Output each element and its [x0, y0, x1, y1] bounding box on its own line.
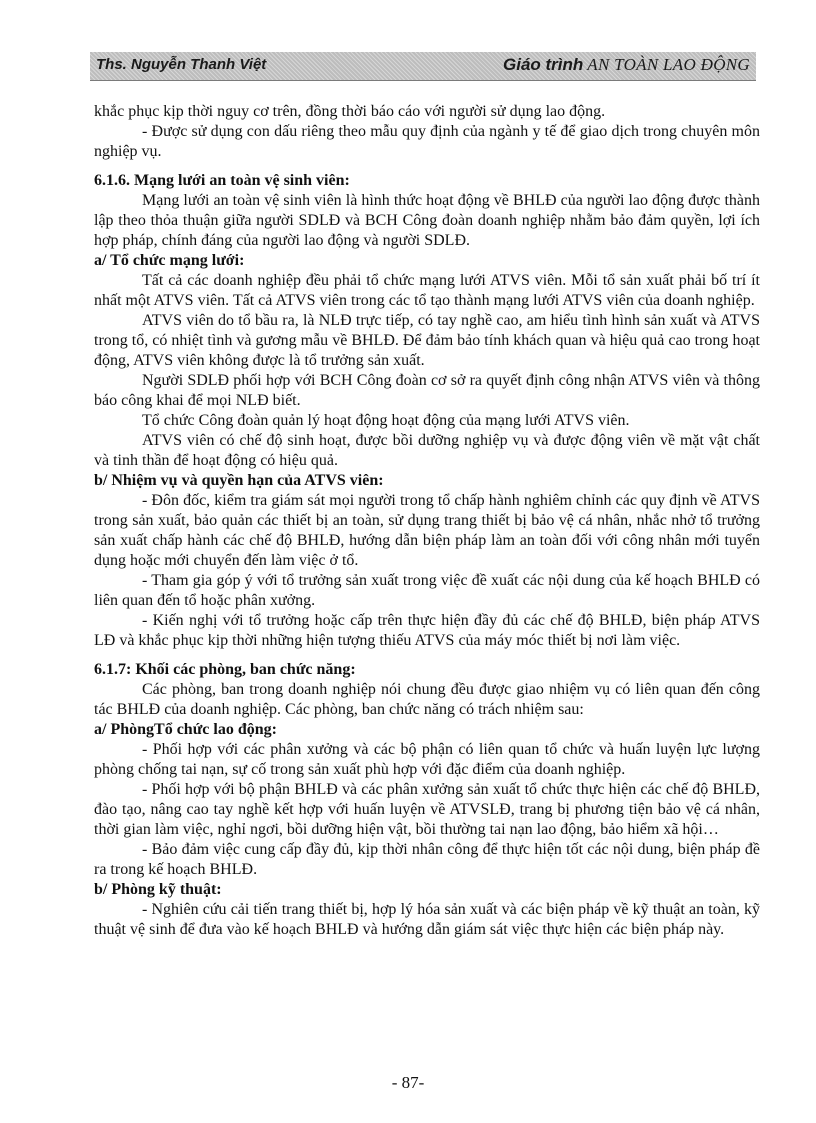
- paragraph: - Tham gia góp ý với tổ trưởng sản xuất trong việc đề xuất các nội dung của kế hoạch BHLĐ có liên quan đến tổ hoặc phân xưởng.: [94, 572, 760, 609]
- header-title-main: AN TOÀN LAO ĐỘNG: [587, 55, 750, 74]
- paragraph: - Nghiên cứu cải tiến trang thiết bị, hợp lý hóa sản xuất và các biện pháp về kỹ thuật an toàn, kỹ thuật vệ sinh để đưa vào kế hoạch BHLĐ và hướng dẫn giám sát việc thực hiện các biện pháp này.: [94, 901, 760, 938]
- paragraph: Tổ chức Công đoàn quản lý hoạt động hoạt động của mạng lưới ATVS viên.: [142, 412, 630, 429]
- paragraph: - Phối hợp với các phân xưởng và các bộ phận có liên quan tổ chức và huấn luyện lực lượng phòng chống tai nạn, sự cố trong sản xuất phù hợp với đặc điểm của doanh nghiệp.: [94, 741, 760, 778]
- paragraph: - Đôn đốc, kiểm tra giám sát mọi người trong tổ chấp hành nghiêm chỉnh các quy định về ATVS trong sản xuất, bảo quản các thiết bị an toàn, sử dụng trang thiết bị bảo vệ cá nhân, nhắc nhở tổ trưởng sản xuất chấp hành các chế độ BHLĐ, hướng dẫn biện pháp làm an toàn đối với công nhân mới tuyển dụng hoặc mới chuyển đến làm việc ở tổ.: [94, 492, 760, 569]
- subsection-heading: b/ Phòng kỹ thuật:: [94, 881, 222, 898]
- page-number: - 87-: [391, 1073, 425, 1092]
- header-title: [503, 55, 750, 75]
- page-body: [94, 102, 760, 940]
- header-title-prefix: Giáo trình: [503, 55, 584, 74]
- paragraph: - Phối hợp với bộ phận BHLĐ và các phân xưởng sản xuất tổ chức thực hiện các chế độ BHLĐ, đào tạo, nâng cao tay nghề kết hợp với huấn luyện về ATVSLĐ, trang bị phương tiện bảo vệ cá nhân, thời gian làm việc, nghỉ ngơi, bồi dưỡng hiện vật, bồi thường tai nạn lao động, bảo hiểm xã hội…: [94, 781, 760, 838]
- subsection-heading: a/ Tổ chức mạng lưới:: [94, 252, 245, 269]
- paragraph: Các phòng, ban trong doanh nghiệp nói chung đều được giao nhiệm vụ có liên quan đến công tác BHLĐ của doanh nghiệp. Các phòng, ban chức năng có trách nhiệm sau:: [94, 681, 760, 718]
- paragraph: Tất cả các doanh nghiệp đều phải tổ chức mạng lưới ATVS viên. Mỗi tổ sản xuất phải bố trí ít nhất một ATVS viên. Tất cả ATVS viên trong các tổ tạo thành mạng lưới ATVS viên của doanh nghiệp.: [94, 272, 760, 309]
- paragraph: ATVS viên do tổ bầu ra, là NLĐ trực tiếp, có tay nghề cao, am hiểu tình hình sản xuất và ATVS trong tổ, có nhiệt tình và gương mẫu về BHLĐ. Để đảm bảo tính khách quan và hiệu quả cao trong hoạt động, ATVS viên không được là tổ trưởng sản xuất.: [94, 312, 760, 369]
- section-heading-6-1-7: 6.1.7: Khối các phòng, ban chức năng:: [94, 661, 356, 678]
- section-heading-6-1-6: 6.1.6. Mạng lưới an toàn vệ sinh viên:: [94, 172, 350, 189]
- header-author: Ths. Nguyễn Thanh Việt: [96, 56, 267, 73]
- paragraph: - Được sử dụng con dấu riêng theo mẫu quy định của ngành y tế để giao dịch trong chuyên môn nghiệp vụ.: [94, 123, 760, 160]
- paragraph: - Bảo đảm việc cung cấp đầy đủ, kịp thời nhân công để thực hiện tốt các nội dung, biện pháp đề ra trong kế hoạch BHLĐ.: [94, 841, 760, 878]
- paragraph: Mạng lưới an toàn vệ sinh viên là hình thức hoạt động về BHLĐ của người lao động được thành lập theo thỏa thuận giữa người SDLĐ và BCH Công đoàn doanh nghiệp nhằm bảo đảm quyền, lợi ích hợp pháp, chính đáng của người lao động và người SDLĐ.: [94, 192, 760, 249]
- subsection-heading: a/ PhòngTổ chức lao động:: [94, 721, 277, 738]
- paragraph: Người SDLĐ phối hợp với BCH Công đoàn cơ sở ra quyết định công nhận ATVS viên và thông báo công khai để mọi NLĐ biết.: [94, 372, 760, 409]
- paragraph: ATVS viên có chế độ sinh hoạt, được bồi dưỡng nghiệp vụ và được động viên về mặt vật chất và tinh thần để hoạt động có hiệu quả.: [94, 432, 760, 469]
- running-header: [90, 52, 756, 81]
- paragraph: khắc phục kịp thời nguy cơ trên, đồng thời báo cáo với người sử dụng lao động.: [94, 103, 606, 120]
- subsection-heading: b/ Nhiệm vụ và quyền hạn của ATVS viên:: [94, 472, 384, 489]
- paragraph: - Kiến nghị với tổ trưởng hoặc cấp trên thực hiện đầy đủ các chế độ BHLĐ, biện pháp ATVS LĐ và khắc phục kịp thời những hiện tượng thiếu ATVS của máy móc thiết bị nơi làm việc.: [94, 612, 760, 649]
